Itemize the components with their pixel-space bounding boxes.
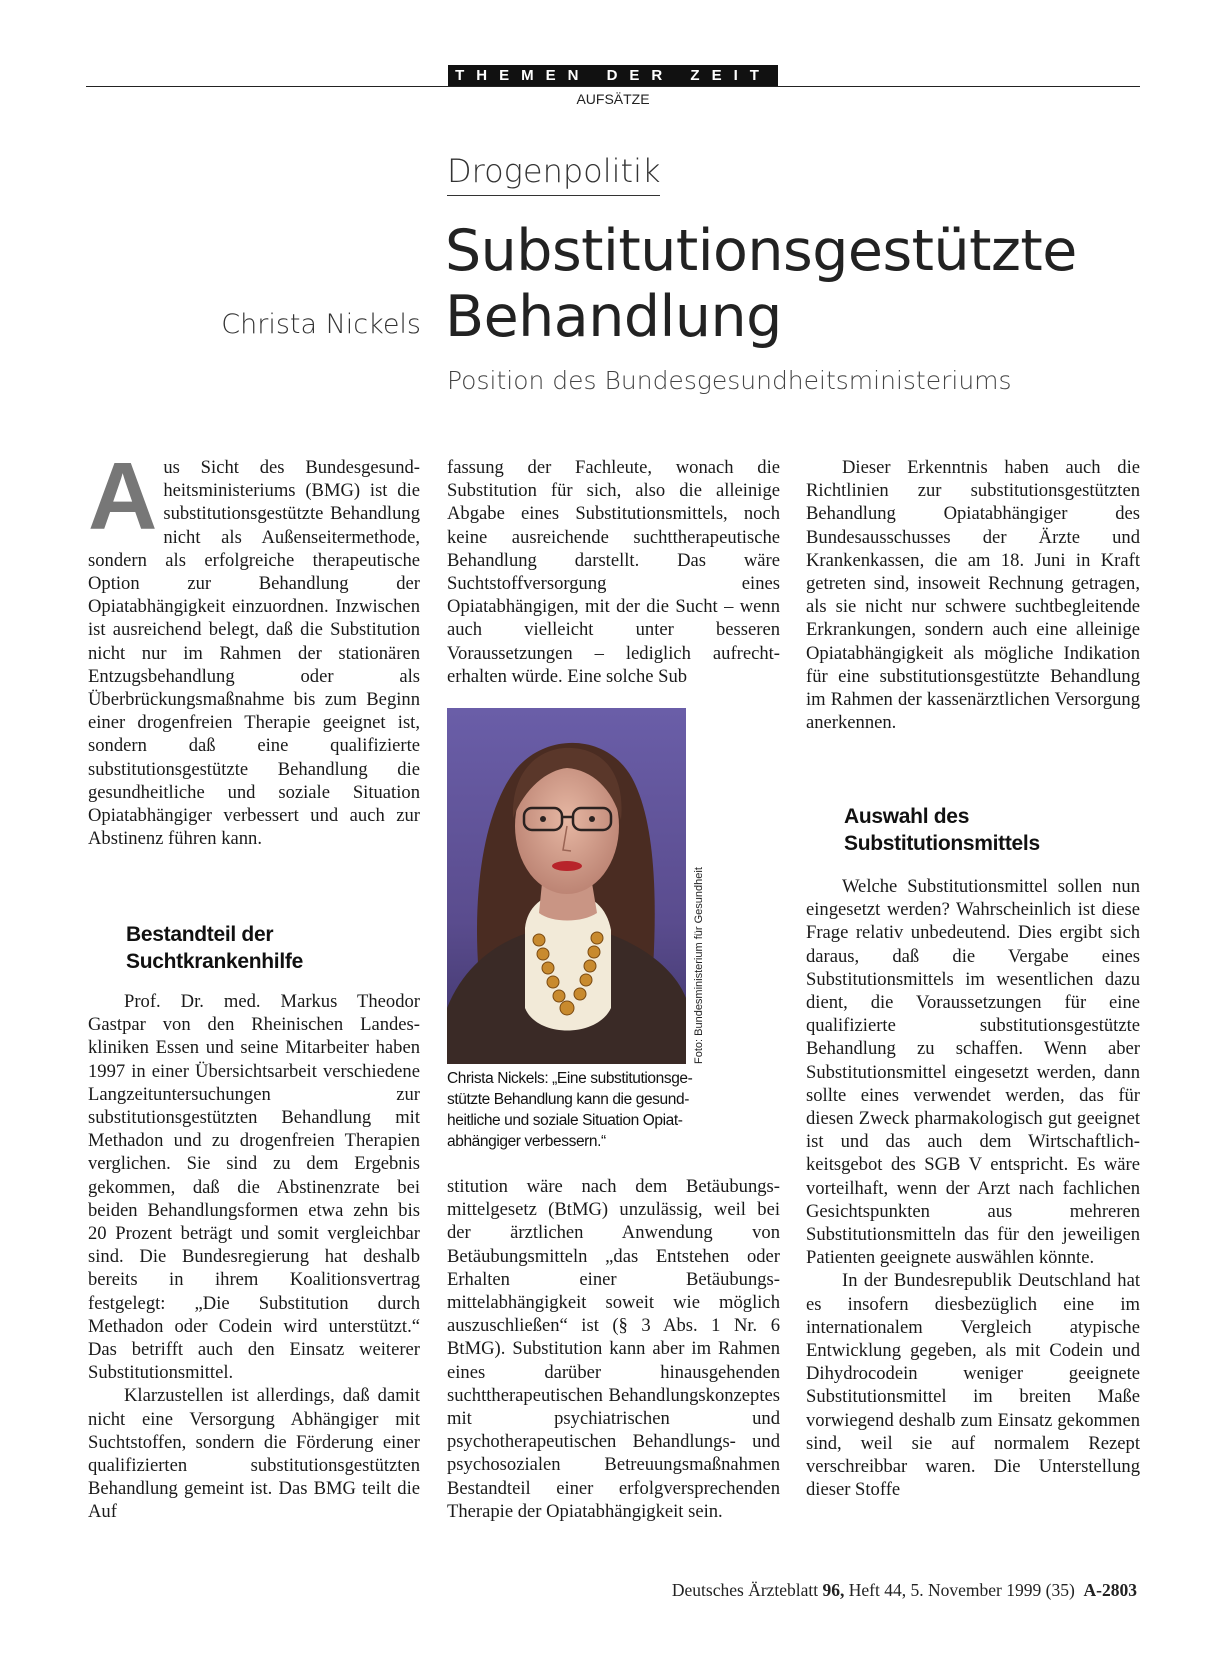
column-3-top [806, 456, 1140, 734]
column-3-heading [806, 803, 1140, 857]
paragraph: Prof. Dr. med. Markus Theodor Gastpar von den Rheinischen Landeskliniken Essen und seine Mitarbeiter haben 1997 in einer Übersichtsarbeit verschiedene Langzeituntersuchungen zur substitutionsgestützten Behandlung mit Methadon und zu drogenfreien Therapien verglichen. Sie sind zu dem Ergebnis gekommen, daß die Abstinenzrate bei beiden Behandlungsformen etwa zehn bis 20 Prozent beträgt und somit vergleichbar sind. Die Bundesregierung hat deshalb bereits in ihrem Koalitionsvertrag festgelegt: „Die Substitution durch Methadon oder Codein wird unterstützt.“ Das betrifft auch den Einsatz weiterer Substitutionsmittel. [88, 991, 420, 1384]
author-portrait-photo [447, 708, 686, 1064]
article-title-line2: Behandlung [445, 284, 782, 350]
section-subtitle: AUFSÄTZE [576, 91, 650, 107]
article-author: Christa Nickels [221, 309, 421, 340]
paragraph: fassung der Fachleute, wonach die Substitution für sich, also die alleinige Abgabe eines Substitutionsmittels, noch keine ausreichende suchttherapeutische Behandlung darstellt. Das wäre Suchtstoffversorgung eines Opiatabhängigen, mit der die Sucht – wenn auch vielleicht unter besseren Voraussetzungen – lediglich aufrechterhalten würde. Eine solche Sub [447, 457, 780, 687]
page-number: A-2803 [1083, 1580, 1137, 1600]
header-rule [86, 86, 1140, 87]
journal-name: Deutsches Ärzteblatt [671, 1580, 819, 1600]
page-footer [672, 1580, 1137, 1601]
journal-issue: Heft 44, 5. November 1999 (35) [848, 1580, 1075, 1600]
paragraph: us Sicht des Bundesgesundheitsministeriums (BMG) ist die substitutionsgestützte Behandlung nicht als Außenseitermethode, sondern als erfolgreiche therapeutische Option zur Behandlung der Opiatabhängigkeit einzuordnen. Inzwischen ist ausreichend belegt, daß die Substitution nicht nur im Rahmen der stationären Entzugsbehandlung oder als Überbrückungsmaßnahme bis zum Beginn einer drogenfreien Therapie geeignet ist, sondern daß eine qualifizierte substitutionsgestützte Behandlung die gesundheitliche und soziale Situation Opiatabhängiger verbessert und auch zur Abstinenz führen kann. [88, 457, 420, 850]
section-heading-line2: Substitutionsmittels [844, 832, 1040, 855]
column-1-intro [88, 443, 420, 850]
photo-caption: Christa Nickels: „Eine substitutionsgestützte Behandlung kann die gesundheitliche und soziale Situation Opiatabhängiger verbessern.“ [447, 1070, 693, 1150]
section-band: THEMEN DER ZEIT [448, 65, 778, 86]
section-heading-line1: Auswahl des [844, 805, 970, 828]
column-2-bottom [447, 1175, 780, 1523]
column-2-top [447, 456, 780, 688]
paragraph: Klarzustellen ist allerdings, daß damit nicht eine Versorgung Abhängiger mit Suchtstoffen, sondern die Förderung einer qualifizierten substitutionsgestützten Behandlung gemeint ist. Das BMG teilt die Auf [88, 1385, 420, 1523]
article-kicker: Drogenpolitik [447, 152, 660, 196]
paragraph: Dieser Erkenntnis haben auch die Richtlinien zur substitutionsgestützten Behandlung Opiatabhängiger des Bundesausschusses der Ärzte und Krankenkassen, die am 18. Juni in Kraft getreten sind, insoweit Rechnung getragen, als sie nicht nur schwere suchtbegleitende Erkrankungen, sondern auch eine alleinige Opiatabhängigkeit als mögliche Indikation für eine substitutionsgestützte Behandlung im Rahmen der kassenärztlichen Versorgung anerkennen. [806, 457, 1140, 734]
column-3-body [806, 875, 1140, 1501]
paragraph: In der Bundesrepublik Deutschland hat es insofern diesbezüglich eine im internationalem Vergleich atypische Entwicklung gegeben, als mit Codein und Dihydrocodein weniger geeignete Substitutionsmittel im breiten Maße vorwiegend deshalb zum Einsatz gekommen sind, weil sie auf normalem Rezept verschreibbar waren. Die Unterstellung dieser Stoffe [806, 1270, 1140, 1501]
paragraph: stitution wäre nach dem Betäubungsmittelgesetz (BtMG) unzulässig, weil bei der ärztlichen Anwendung von Betäubungsmitteln „das Entstehen oder Erhalten einer Betäubungsmittelabhängigkeit soweit wie möglich auszuschließen“ ist (§ 3 Abs. 1 Nr. 6 BtMG). Substitution kann aber im Rahmen eines darüber hinausgehenden suchttherapeutischen Behandlungskonzeptes mit psychiatrischen und psychotherapeutischen Behandlungs- und psychosozialen Betreuungsmaßnahmen Bestandteil einer erfolgversprechenden Therapie der Opiatabhängigkeit sein. [447, 1176, 780, 1522]
column-1-heading [88, 921, 420, 975]
section-heading-line1: Bestandteil der [126, 923, 274, 946]
article-subtitle: Position des Bundesgesundheitsministeriums [447, 366, 1012, 395]
photo-credit: Foto: Bundesministerium für Gesundheit [693, 867, 705, 1064]
drop-cap: A [88, 443, 158, 550]
paragraph: Welche Substitutionsmittel sollen nun eingesetzt werden? Wahrscheinlich ist diese Frage relativ unbedeutend. Dies ergibt sich daraus, daß die Vergabe eines Substitutionsmittels im wesentlichen dazu dient, die Voraussetzungen für eine qualifizierte substitutionsgestützte Behandlung zu schaffen. Wenn aber Substitutionsmittel eingesetzt werden, dann sollte eines verwendet werden, das für diesen Zweck pharmakologisch gut geeignet ist und das auch dem Wirtschaftlichkeitsgebot des SGB V entspricht. Es wäre vorteilhaft, wenn der Arzt nach fachlichen Gesichtspunkten aus mehreren Substitutionsmitteln das für den jeweiligen Patienten geeignete auswählen könnte. [806, 876, 1140, 1269]
article-title-line1: Substitutionsgestützte [445, 218, 1077, 284]
journal-volume: 96, [822, 1580, 845, 1600]
column-1-body [88, 990, 420, 1524]
section-heading-line2: Suchtkrankenhilfe [126, 950, 303, 973]
